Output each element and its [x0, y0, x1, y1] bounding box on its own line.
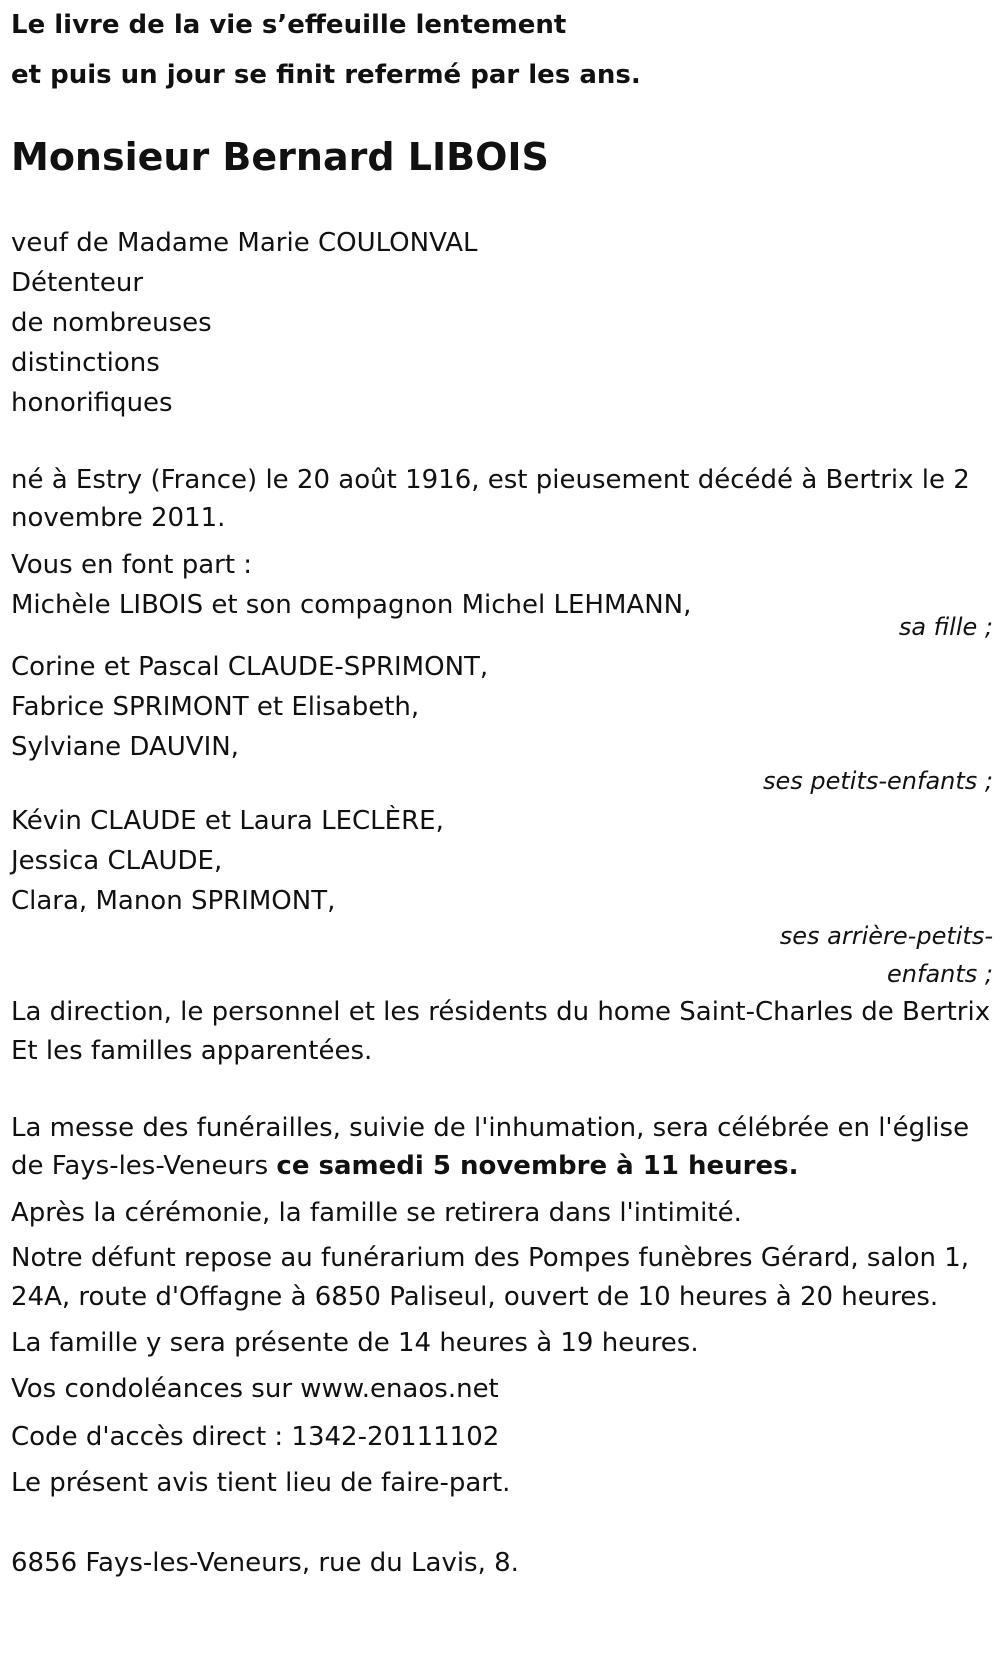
verse [11, 0, 993, 100]
access-code: Code d'accès direct : 1342-20111102 [11, 1422, 500, 1452]
family-presence: La famille y sera présente de 14 heures à 19 heures. [11, 1328, 699, 1358]
relation-great-grandchildren [11, 917, 993, 993]
distinction-line: de nombreuses [11, 308, 212, 338]
distinction-line: honorifiques [11, 388, 173, 418]
funeral-mass [11, 1109, 993, 1185]
home-line: La direction, le personnel et les résidents du home Saint-Charles de Bertrix [11, 997, 991, 1027]
funerarium-info: Notre défunt repose au funérarium des Pompes funèbres Gérard, salon 1, 24A, route d'Offagne à 6850 Paliseul, ouvert de 10 heures à 20 heures. [11, 1243, 970, 1312]
notice-line: Le présent avis tient lieu de faire-part. [11, 1468, 511, 1498]
address: 6856 Fays-les-Veneurs, rue du Lavis, 8. [11, 1548, 519, 1578]
grandchildren-names [11, 647, 993, 767]
deceased-name: Monsieur Bernard LIBOIS [11, 135, 549, 179]
verse-line-2: et puis un jour se finit refermé par les ans. [11, 60, 641, 90]
relation-line: ses arrière-petits- [779, 922, 993, 950]
mass-text: La messe des funérailles, suivie de l'inhumation, sera célébrée en l'église de Fays-les-Veneurs [11, 1113, 970, 1181]
intro-block [11, 223, 993, 423]
families-line: Et les familles apparentées. [11, 1036, 373, 1066]
distinction-line: distinctions [11, 348, 160, 378]
verse-line-1: Le livre de la vie s’effeuille lentement [11, 10, 567, 40]
family-member-line: Clara, Manon SPRIMONT, [11, 886, 336, 916]
great-grandchildren-names [11, 801, 993, 921]
family-member-line: Kévin CLAUDE et Laura LECLÈRE, [11, 806, 444, 836]
family-member-line: Sylviane DAUVIN, [11, 732, 239, 762]
family-member-line: Fabrice SPRIMONT et Elisabeth, [11, 692, 420, 722]
mass-date: ce samedi 5 novembre à 11 heures. [276, 1151, 799, 1181]
family-member-line: Corine et Pascal CLAUDE-SPRIMONT, [11, 652, 489, 682]
condolences: Vos condoléances sur www.enaos.net [11, 1374, 499, 1404]
obituary-notice [11, 0, 993, 1583]
after-ceremony: Après la cérémonie, la famille se retirera dans l'intimité. [11, 1198, 742, 1228]
family-member-line: Jessica CLAUDE, [11, 846, 223, 876]
relation-line: enfants ; [887, 960, 993, 988]
relation-grandchildren: ses petits-enfants ; [762, 767, 993, 795]
family-member-line: Michèle LIBOIS et son compagnon Michel LEHMANN, [11, 590, 692, 620]
widow-line: veuf de Madame Marie COULONVAL [11, 228, 478, 258]
relation-daughter: sa fille ; [898, 613, 993, 641]
distinction-line: Détenteur [11, 268, 144, 298]
birth-death-text: né à Estry (France) le 20 août 1916, est pieusement décédé à Bertrix le 2 novembre 2011. [11, 465, 970, 533]
announcement-lead: Vous en font part : [11, 550, 253, 580]
